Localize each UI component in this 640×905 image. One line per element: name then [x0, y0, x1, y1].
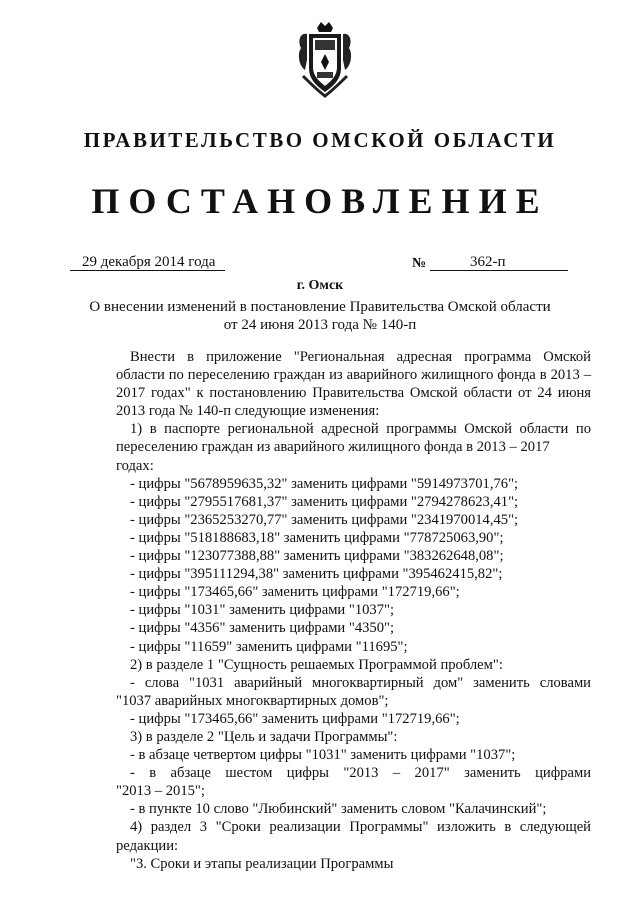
body-line: области по переселению граждан из аварийного жилищного фонда в 2013 – — [116, 367, 591, 384]
subject-line-2: от 24 июня 2013 года № 140-п — [223, 317, 417, 333]
city-label: г. Омск — [296, 278, 344, 293]
list-item: - цифры "2365253270,77" заменить цифрами "2341970014,45"; — [130, 511, 519, 528]
list-item: - цифры "11659" заменить цифрами "11695"; — [130, 638, 408, 655]
coat-of-arms-emblem — [295, 20, 355, 100]
section-heading: "3. Сроки и этапы реализации Программы — [130, 855, 394, 872]
document-number: 362-п — [430, 254, 568, 271]
document-body — [116, 348, 591, 873]
list-item: - цифры "2795517681,37" заменить цифрами "2794278623,41"; — [130, 493, 519, 510]
document-date: 29 декабря 2014 года — [70, 254, 225, 271]
body-line: 2013 года № 140-п следующие изменения: — [116, 403, 380, 420]
list-item: - цифры "1031" заменить цифрами "1037"; — [130, 602, 395, 619]
body-line: 1) в паспорте региональной адресной программы Омской области по — [130, 421, 591, 438]
list-item: - слова "1031 аварийный многоквартирный дом" заменить словами — [130, 674, 591, 691]
list-item: - в абзаце четвертом цифры "1031" заменить цифрами "1037"; — [130, 747, 516, 764]
list-item: - цифры "4356" заменить цифрами "4350"; — [130, 620, 395, 637]
list-item: - цифры "5678959635,32" заменить цифрами "5914973701,76"; — [130, 475, 519, 492]
body-line: 3) в разделе 2 "Цель и задачи Программы": — [130, 728, 398, 745]
body-line: "2013 – 2015"; — [116, 783, 205, 800]
body-line: переселению граждан из аварийного жилищного фонда в 2013 – 2017 годах: — [116, 439, 550, 474]
body-line: 2017 годах" к постановлению Правительства Омской области от 24 июня — [116, 385, 591, 402]
body-line: "1037 аварийных многоквартирных домов"; — [116, 692, 389, 709]
document-subject — [0, 298, 640, 334]
list-item: - цифры "173465,66" заменить цифрами "172719,66"; — [130, 710, 460, 727]
number-label: № — [412, 256, 427, 271]
government-heading: ПРАВИТЕЛЬСТВО ОМСКОЙ ОБЛАСТИ — [83, 128, 557, 152]
subject-line-1: О внесении изменений в постановление Правительства Омской области — [89, 299, 551, 315]
body-line: 4) раздел 3 "Сроки реализации Программы" изложить в следующей — [130, 819, 591, 836]
list-item: - цифры "518188683,18" заменить цифрами "778725063,90"; — [130, 529, 504, 546]
list-item: - цифры "173465,66" заменить цифрами "172719,66"; — [130, 584, 460, 601]
list-item: - цифры "123077388,88" заменить цифрами "383262648,08"; — [130, 548, 504, 565]
body-line: редакции: — [116, 837, 179, 854]
list-item: - цифры "395111294,38" заменить цифрами "395462415,82"; — [130, 566, 503, 583]
list-item: - в пункте 10 слово "Любинский" заменить словом "Калачинский"; — [130, 801, 547, 818]
list-item: - в абзаце шестом цифры "2013 – 2017" заменить цифрами — [130, 765, 591, 782]
body-line: 2) в разделе 1 "Сущность решаемых Программой проблем": — [130, 656, 503, 673]
document-title: ПОСТАНОВЛЕНИЕ — [91, 181, 549, 221]
body-line: Внести в приложение "Региональная адресная программа Омской — [130, 349, 591, 365]
